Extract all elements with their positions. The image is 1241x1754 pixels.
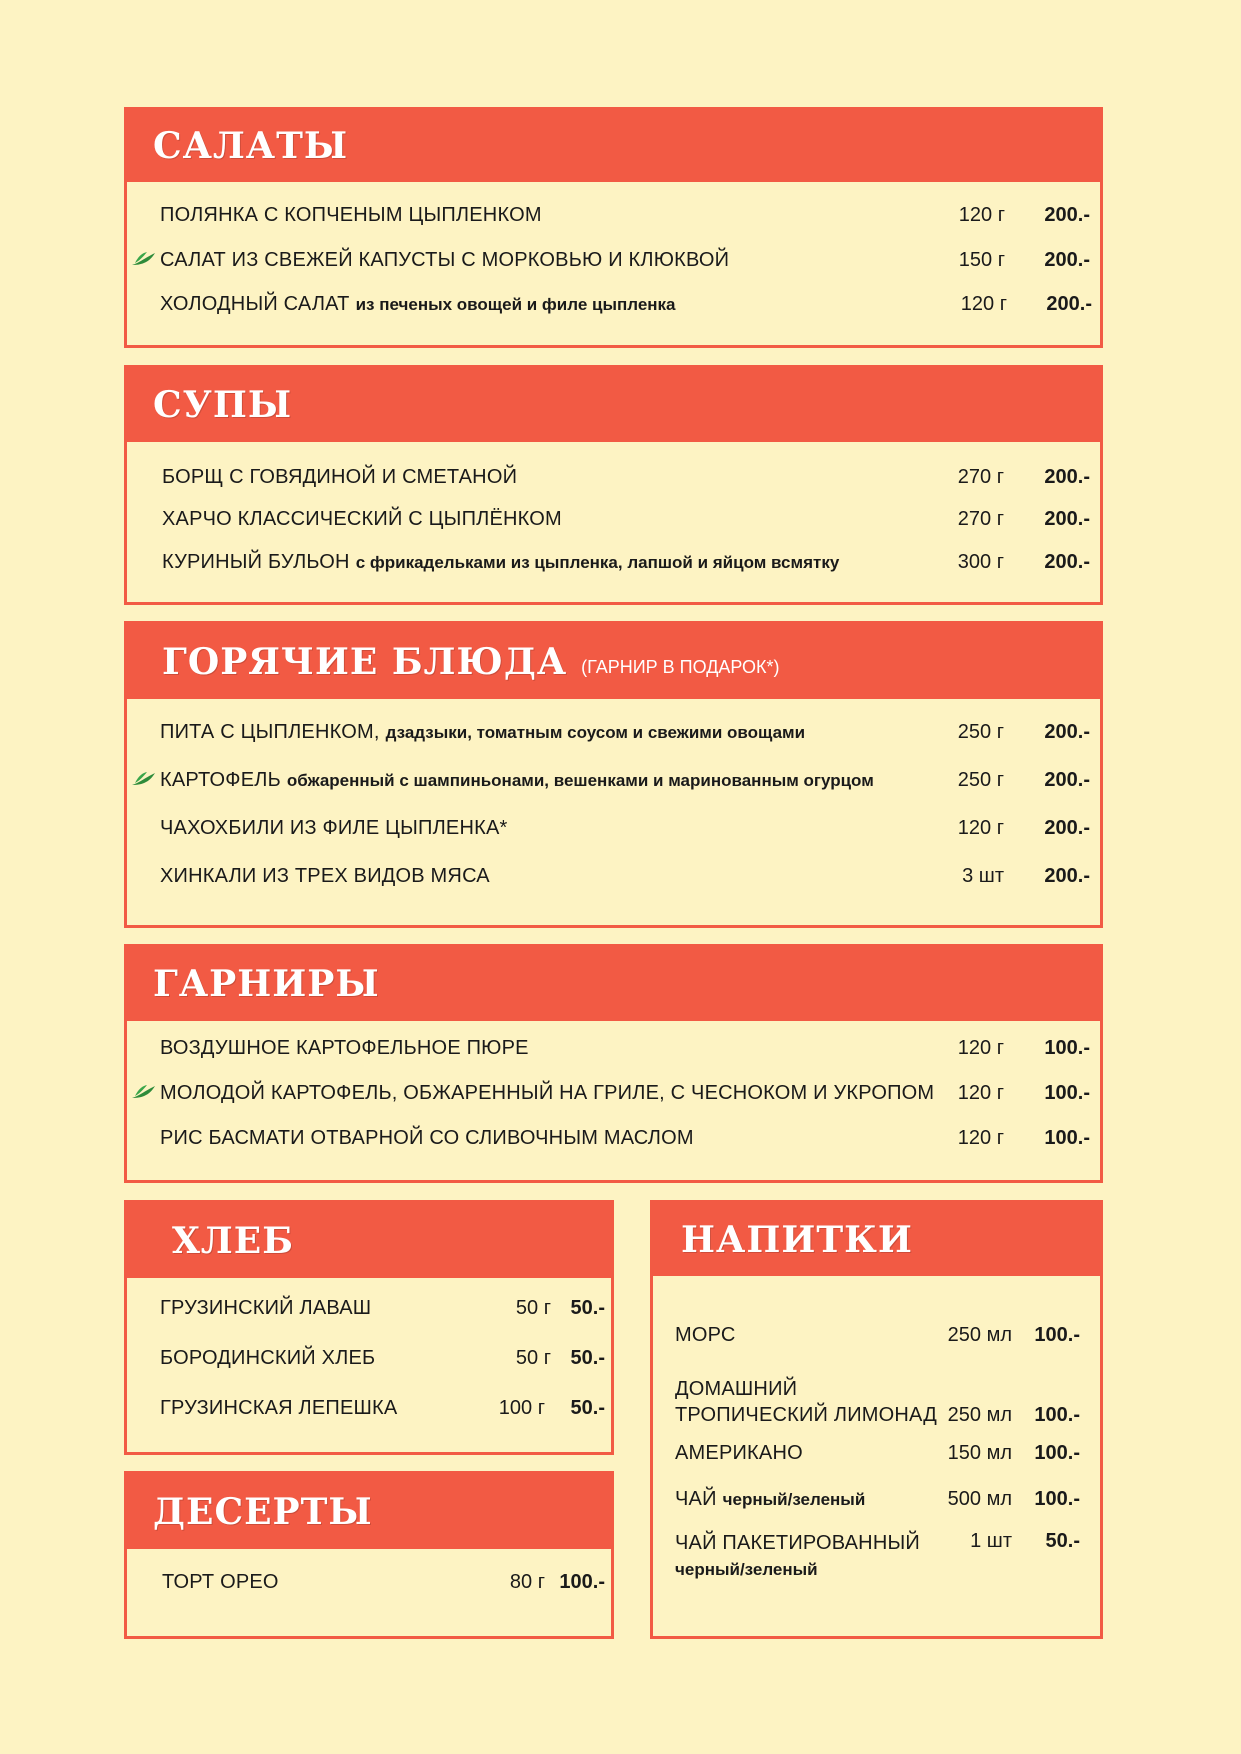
vegetarian-leaf-icon (131, 251, 157, 267)
item-weight: 250 мл (947, 1323, 1012, 1346)
item-price: 50.- (1045, 1530, 1080, 1552)
item-weight: 500 мл (947, 1487, 1012, 1510)
item-name: ТОРТ ОРЕО (162, 1570, 279, 1593)
item-price: 100.- (1034, 1487, 1080, 1510)
item-price: 100.- (1044, 1081, 1090, 1104)
section-title: ГАРНИРЫ (153, 963, 380, 1005)
item-name: БОРЩ С ГОВЯДИНОЙ И СМЕТАНОЙ (162, 465, 518, 488)
item-weight: 300 г (957, 550, 1004, 573)
item-weight: 120 г (957, 816, 1004, 839)
item-weight: 120 г (957, 1036, 1004, 1059)
item-price: 50.- (570, 1346, 605, 1369)
section-sides (124, 944, 1103, 1183)
item-weight: 80 г (509, 1570, 545, 1593)
menu-item (127, 1393, 611, 1423)
menu-item (127, 1033, 1100, 1063)
item-weight: 270 г (957, 465, 1004, 488)
item-price: 200.- (1044, 768, 1090, 791)
section-header (653, 1203, 1100, 1276)
item-name: РИС БАСМАТИ ОТВАРНОЙ СО СЛИВОЧНЫМ МАСЛОМ (160, 1126, 694, 1149)
item-name: МОРС (675, 1323, 736, 1346)
item-price: 50.- (570, 1396, 605, 1419)
item-price: 200.- (1044, 203, 1090, 226)
item-weight: 150 г (958, 248, 1005, 271)
item-price: 200.- (1044, 465, 1090, 488)
menu-item (653, 1320, 1100, 1350)
item-weight: 100 г (498, 1396, 545, 1419)
menu-item (127, 717, 1100, 747)
item-name: МОЛОДОЙ КАРТОФЕЛЬ, ОБЖАРЕННЫЙ НА ГРИЛЕ, С ЧЕСНОКОМ И УКРОПОМ (160, 1081, 935, 1104)
item-weight: 150 мл (947, 1441, 1012, 1464)
section-salads (124, 107, 1103, 348)
item-name: ХОЛОДНЫЙ САЛАТ из печеных овощей и филе цыпленка (160, 292, 676, 315)
menu-item (127, 1078, 1100, 1108)
menu-item (127, 1123, 1100, 1153)
menu-item (127, 200, 1100, 230)
menu-item (127, 245, 1100, 275)
item-name: КАРТОФЕЛЬ обжаренный с шампиньонами, вешенками и маринованным огурцом (160, 768, 874, 791)
item-price: 50.- (570, 1296, 605, 1319)
menu-item (653, 1484, 1100, 1514)
item-weight: 250 мл (947, 1404, 1012, 1426)
section-header (127, 1203, 611, 1278)
section-drinks (650, 1200, 1103, 1639)
vegetarian-leaf-icon (131, 1084, 157, 1100)
menu-item (127, 1293, 611, 1323)
item-name: ЧАХОХБИЛИ ИЗ ФИЛЕ ЦЫПЛЕНКА* (160, 816, 508, 839)
menu-item (127, 289, 1100, 319)
item-name: ХИНКАЛИ ИЗ ТРЕХ ВИДОВ МЯСА (160, 864, 490, 887)
item-name: ДОМАШНИЙ ТРОПИЧЕСКИЙ ЛИМОНАД (675, 1378, 938, 1426)
item-name: ВОЗДУШНОЕ КАРТОФЕЛЬНОЕ ПЮРЕ (160, 1036, 529, 1059)
menu-item (127, 1343, 611, 1373)
section-hot-dishes (124, 621, 1103, 928)
item-price: 100.- (1034, 1404, 1080, 1426)
section-bread (124, 1200, 614, 1455)
menu-item (653, 1374, 1100, 1430)
item-name: АМЕРИКАНО (675, 1441, 803, 1464)
item-price: 100.- (1034, 1441, 1080, 1464)
section-desserts (124, 1471, 614, 1639)
item-name: ГРУЗИНСКИЙ ЛАВАШ (160, 1296, 372, 1319)
section-note: (ГАРНИР В ПОДАРОК*) (581, 657, 780, 677)
item-weight: 120 г (958, 203, 1005, 226)
item-price: 100.- (1044, 1126, 1090, 1149)
item-price: 200.- (1044, 507, 1090, 530)
item-weight: 250 г (957, 768, 1004, 791)
menu-item (127, 813, 1100, 843)
item-price: 200.- (1044, 550, 1090, 573)
item-name: ХАРЧО КЛАССИЧЕСКИЙ С ЦЫПЛЁНКОМ (162, 507, 562, 530)
menu-item (127, 547, 1100, 577)
item-name: КУРИНЫЙ БУЛЬОН с фрикадельками из цыпленка, лапшой и яйцом всмятку (162, 550, 840, 573)
item-weight: 3 шт (962, 864, 1004, 887)
item-price: 100.- (559, 1570, 605, 1593)
item-weight: 50 г (515, 1346, 551, 1369)
menu-item (127, 765, 1100, 795)
item-price: 200.- (1044, 816, 1090, 839)
section-header (127, 624, 1100, 699)
item-price: 100.- (1034, 1323, 1080, 1346)
section-soups (124, 365, 1103, 605)
section-header (127, 110, 1100, 182)
item-price: 200.- (1044, 720, 1090, 743)
item-weight: 120 г (957, 1126, 1004, 1149)
section-title: ДЕСЕРТЫ (153, 1490, 373, 1533)
item-weight: 1 шт (970, 1530, 1012, 1552)
section-title: ГОРЯЧИЕ БЛЮДА (162, 640, 568, 683)
menu-item (653, 1438, 1100, 1468)
section-title: САЛАТЫ (153, 125, 349, 167)
item-name: ГРУЗИНСКАЯ ЛЕПЕШКА (160, 1396, 398, 1419)
vegetarian-leaf-icon (131, 771, 157, 787)
item-price: 200.- (1046, 292, 1092, 315)
item-price: 100.- (1044, 1036, 1090, 1059)
section-header (127, 368, 1100, 442)
section-header (127, 1474, 611, 1549)
menu-item (127, 1567, 611, 1597)
menu-item (127, 861, 1100, 891)
item-price: 200.- (1044, 864, 1090, 887)
menu-item (127, 504, 1100, 534)
menu-item (127, 462, 1100, 492)
item-weight: 50 г (515, 1296, 551, 1319)
item-weight: 120 г (957, 1081, 1004, 1104)
item-name: ПИТА С ЦЫПЛЕНКОМ, дзадзыки, томатным соусом и свежими овощами (160, 720, 806, 743)
item-price: 200.- (1044, 248, 1090, 271)
item-name: ПОЛЯНКА С КОПЧЕНЫМ ЦЫПЛЕНКОМ (160, 203, 542, 226)
item-name: САЛАТ ИЗ СВЕЖЕЙ КАПУСТЫ С МОРКОВЬЮ И КЛЮКВОЙ (160, 248, 730, 271)
section-title: НАПИТКИ (681, 1218, 913, 1261)
menu-item (653, 1530, 1100, 1586)
item-name: ЧАЙ черный/зеленый (675, 1487, 866, 1510)
section-title: ХЛЕБ (172, 1219, 294, 1262)
item-weight: 270 г (957, 507, 1004, 530)
item-weight: 120 г (960, 292, 1007, 315)
item-name: ЧАЙ ПАКЕТИРОВАННЫЙ черный/зеленый (675, 1532, 920, 1579)
item-name: БОРОДИНСКИЙ ХЛЕБ (160, 1346, 376, 1369)
section-title: СУПЫ (153, 384, 293, 426)
item-weight: 250 г (957, 720, 1004, 743)
section-header (127, 947, 1100, 1021)
